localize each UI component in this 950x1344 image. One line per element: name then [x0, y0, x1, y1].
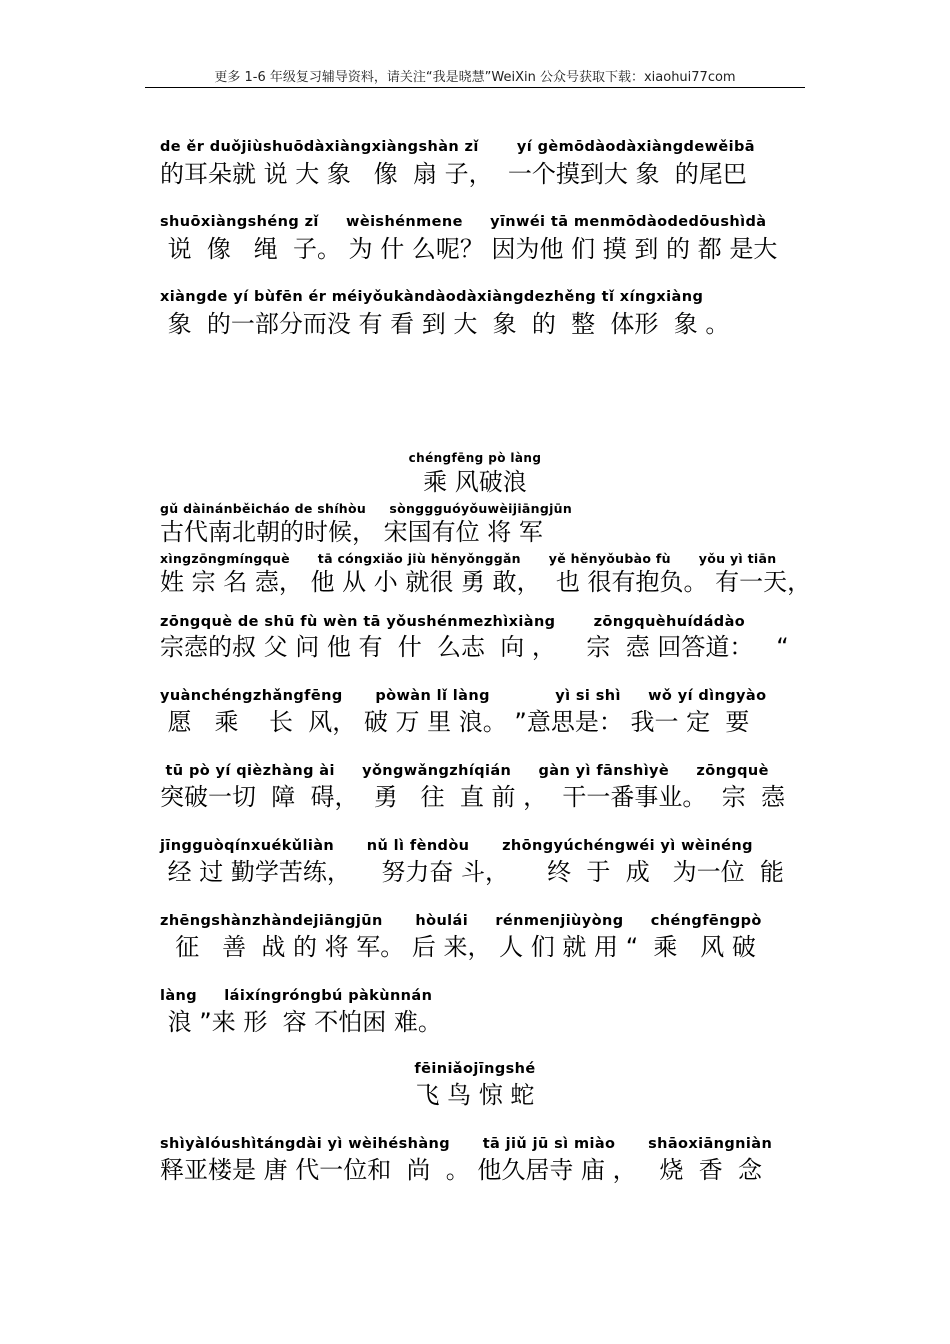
pinyin-line: zhēngshànzhàndejiāngjūn hòulái rénmenjiùyòng chéngfēngpò	[160, 913, 762, 929]
hanzi-line: 象 的一部分而没 有 看 到 大 象 的 整 体形 象 。	[160, 310, 730, 338]
hanzi-line: 姓 宗 名 悫， 他 从 小 就很 勇 敢， 也 很有抱负。 有一天，	[160, 568, 812, 596]
pinyin-line: shìyàlóushìtángdài yì wèihéshàng tā jiǔ jū sì miào shāoxiāngniàn	[160, 1136, 773, 1152]
pinyin-line: gǔ dàinánběicháo de shíhòu sònggguóyǒuwèijiāngjūn	[160, 501, 573, 516]
hanzi-line: 古代南北朝的时候， 宋国有位 将 军	[160, 518, 543, 546]
hanzi-line: 经 过 勤学苦练， 努力奋 斗， 终 于 成 为一位 能	[160, 858, 784, 886]
hanzi-line: 的耳朵就 说 大 象 像 扇 子， 一个摸到大 象 的尾巴	[160, 160, 747, 188]
pinyin-line: xìngzōngmíngquè tā cóngxiǎo jiù hěnyǒnggǎn yě hěnyǒubào fù yǒu yì tiān	[160, 551, 777, 566]
header-rule	[145, 87, 805, 88]
pinyin-line: xiàngde yí bùfēn ér méiyǒukàndàodàxiàngdezhěng tǐ xíngxiàng	[160, 289, 704, 305]
story-title-pinyin: fēiniǎojīngshé	[414, 1061, 536, 1077]
pinyin-line: tū pò yí qièzhàng ài yǒngwǎngzhíqián gàn yì fānshìyè zōngquè	[160, 763, 769, 779]
hanzi-line: 突破一切 障 碍， 勇 往 直 前 ， 干一番事业。 宗 悫	[160, 783, 785, 811]
story-title-pinyin: chéngfēng pò làng	[408, 451, 542, 465]
pinyin-line: jīngguòqínxuékǔliàn nǔ lì fèndòu zhōngyúchéngwéi yì wèinéng	[160, 838, 753, 854]
hanzi-line: 征 善 战 的 将 军。 后 来， 人 们 就 用 “ 乘 风 破	[160, 933, 756, 961]
page-header: 更多 1-6 年级复习辅导资料，请关注“我是晓慧”WeiXin 公众号获取下载：xiaohui77com	[214, 70, 736, 85]
pinyin-line: de ěr duǒjiùshuōdàxiàngxiàngshàn zǐ yí gèmōdàodàxiàngdewěibā	[160, 139, 755, 155]
pinyin-line: yuànchéngzhǎngfēng pòwàn lǐ làng yì si shì wǒ yí dìngyào	[160, 688, 767, 704]
pinyin-line: shuōxiàngshéng zǐ wèishénmene yīnwéi tā menmōdàodedōushìdà	[160, 214, 767, 230]
hanzi-line: 说 像 绳 子。 为 什 么呢？ 因为他 们 摸 到 的 都 是大	[160, 235, 778, 263]
hanzi-line: 释亚楼是 唐 代一位和 尚 。 他久居寺 庙 ， 烧 香 念	[160, 1156, 763, 1184]
hanzi-line: 愿 乘 长 风， 破 万 里 浪。 ”意思是： 我一 定 要	[160, 708, 750, 736]
story-title: 乘 风破浪	[423, 468, 527, 496]
pinyin-line: zōngquè de shū fù wèn tā yǒushénmezhìxiàng zōngquèhuídádào	[160, 614, 746, 630]
hanzi-line: 宗悫的叔 父 问 他 有 什 么志 向 ， 宗 悫 回答道： “	[160, 633, 789, 661]
pinyin-line: làng láixíngróngbú pàkùnnán	[160, 988, 433, 1004]
hanzi-line: 浪 ”来 形 容 不怕困 难。	[160, 1008, 442, 1036]
story-title: 飞 鸟 惊 蛇	[415, 1081, 535, 1109]
